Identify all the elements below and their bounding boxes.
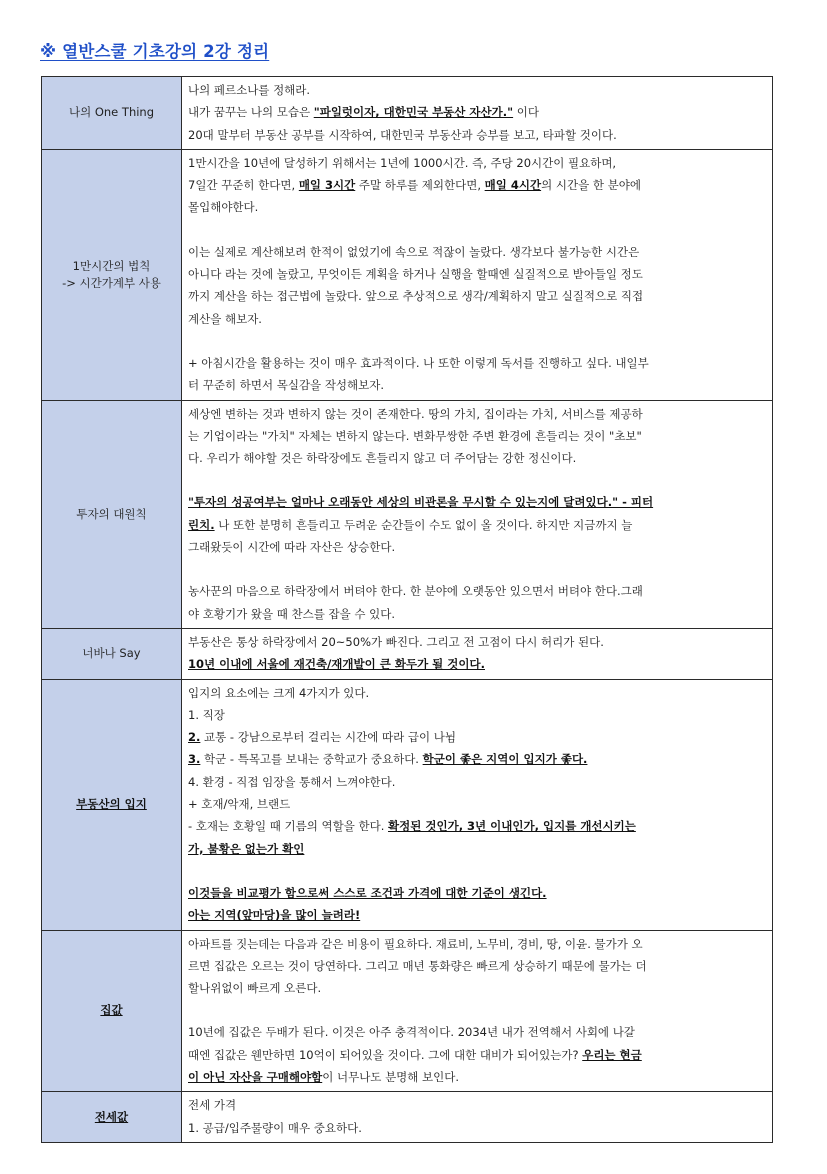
body-text: 전세 가격 — [188, 1098, 237, 1113]
body-text: 세상엔 변하는 것과 변하지 않는 것이 존재한다. 땅의 가치, 집이라는 가치, 서비스를 제공하 — [188, 406, 643, 421]
body-text: 1만시간을 10년에 달성하기 위해서는 1년에 1000시간. 즉, 주당 20시간이 필요하며, — [188, 155, 617, 170]
body-text: 학군 - 특목고를 보내는 중학교가 중요하다. — [200, 752, 423, 767]
body-text: 농사꾼의 마음으로 하락장에서 버텨야 한다. 한 분야에 오랫동안 있으면서 버텨야 한다.그래 — [188, 584, 643, 599]
body-text: 이는 실제로 계산해보려 한적이 없었기에 속으로 적잖이 놀랐다. 생각보다 불가능한 시간은 — [188, 244, 640, 259]
text-line — [188, 726, 767, 748]
row-label-cell — [42, 628, 182, 679]
table-row — [42, 400, 773, 628]
table-row — [42, 149, 773, 400]
emphasis-text: 이 아닌 자산을 구매해야함 — [188, 1069, 323, 1084]
blank-line — [188, 860, 767, 882]
row-label: 전세값 — [94, 1109, 129, 1124]
row-content-cell — [182, 1092, 773, 1143]
body-text: 입지의 요소에는 크게 4가지가 있다. — [188, 685, 370, 700]
text-line — [188, 955, 767, 977]
body-text: 그래왔듯이 시간에 따라 자산은 상승한다. — [188, 540, 396, 555]
emphasis-text: "투자의 성공여부는 얼마나 오래동안 세상의 비관론을 무시할 수 있는지에 달려있다." - 피터 — [188, 495, 654, 510]
body-text: 아니다 라는 것에 놀랐고, 무엇이든 계획을 하거나 실행을 할때엔 실질적으로 받아들일 정도 — [188, 267, 643, 282]
text-line — [188, 882, 767, 904]
text-line — [188, 425, 767, 447]
body-text: 할나위없이 빠르게 오른다. — [188, 981, 322, 996]
body-text: 20대 말부터 부동산 공부를 시작하여, 대한민국 부동산과 승부를 보고, 타파할 것이다. — [188, 127, 617, 142]
body-text: 다. 우리가 해야할 것은 하락장에도 흔들리지 않고 더 주어담는 강한 정신이다. — [188, 451, 577, 466]
text-line — [188, 152, 767, 174]
row-content-cell — [182, 77, 773, 150]
row-content-cell — [182, 400, 773, 628]
text-line — [188, 748, 767, 770]
blank-line — [188, 219, 767, 241]
body-text: 나 또한 분명히 흔들리고 두려운 순간들이 수도 없이 올 것이다. 하지만 지금까지 늘 — [214, 517, 633, 532]
body-text: 르면 집값은 오르는 것이 당연하다. 그리고 매년 통화량은 빠르게 상승하기 때문에 물가는 더 — [188, 958, 647, 973]
body-text: - 호재는 호황일 때 기름의 역할을 한다. — [188, 819, 389, 834]
row-content-cell — [182, 628, 773, 679]
text-line — [188, 1094, 767, 1116]
emphasis-text: 2. — [188, 730, 201, 745]
table-row — [42, 77, 773, 150]
body-text: 아파트를 짓는데는 다음과 같은 비용이 필요하다. 재료비, 노무비, 경비, 땅, 이윤. 물가가 오 — [188, 936, 643, 951]
row-label: 집값 — [100, 1003, 123, 1018]
body-text: 1. 공급/입주물량이 매우 중요하다. — [188, 1120, 362, 1135]
row-label-cell — [42, 679, 182, 930]
body-text: 내가 꿈꾸는 나의 모습은 — [188, 105, 314, 120]
body-text: 7일간 꾸준히 한다면, — [188, 178, 299, 193]
text-line — [188, 653, 767, 675]
text-line — [188, 514, 767, 536]
body-text: 이 너무나도 분명해 보인다. — [322, 1069, 460, 1084]
text-line — [188, 631, 767, 653]
row-label-cell — [42, 930, 182, 1092]
body-text: 까지 계산을 하는 접근법에 놀랐다. 앞으로 추상적으로 생각/계획하지 말고 실질적으로 직접 — [188, 289, 644, 304]
text-line — [188, 491, 767, 513]
emphasis-text: 매일 3시간 — [298, 178, 356, 193]
row-label: 부동산의 입지 — [76, 797, 147, 812]
text-line — [188, 904, 767, 926]
text-line — [188, 682, 767, 704]
body-text: 1. 직장 — [188, 707, 225, 722]
blank-line — [188, 330, 767, 352]
text-line — [188, 793, 767, 815]
body-text: 터 꾸준히 하면서 목실감을 작성해보자. — [188, 378, 385, 393]
text-line — [188, 1066, 767, 1088]
text-line — [188, 374, 767, 396]
body-text: 10년에 집값은 두배가 된다. 이것은 아주 충격적이다. 2034년 내가 전역해서 사회에 나갈 — [188, 1025, 635, 1040]
emphasis-text: 매일 4시간 — [484, 178, 542, 193]
text-line — [188, 603, 767, 625]
body-text: 주말 하루를 제외한다면, — [355, 178, 485, 193]
text-line — [188, 933, 767, 955]
emphasis-text: 가, 불황은 없는가 확인 — [188, 841, 305, 856]
text-line — [188, 263, 767, 285]
body-text: 부동산은 통상 하락장에서 20~50%가 빠진다. 그리고 전 고점이 다시 허리가 된다. — [188, 634, 604, 649]
table-row — [42, 930, 773, 1092]
row-label: 1만시간의 법칙 — [72, 258, 151, 273]
row-label-cell — [42, 149, 182, 400]
page-title: ※ 열반스쿨 기초강의 2강 정리 — [40, 42, 270, 61]
table-row — [42, 679, 773, 930]
summary-table — [41, 76, 773, 1143]
body-text: 4. 환경 - 직접 임장을 통해서 느껴야한다. — [188, 774, 396, 789]
body-text: 이다 — [513, 105, 539, 120]
text-line — [188, 308, 767, 330]
body-text: 야 호황기가 왔을 때 찬스를 잡을 수 있다. — [188, 606, 395, 621]
text-line — [188, 285, 767, 307]
text-line — [188, 771, 767, 793]
body-text: 교통 - 강남으로부터 걸리는 시간에 따라 급이 나뉨 — [200, 730, 456, 745]
blank-line — [188, 558, 767, 580]
text-line — [188, 977, 767, 999]
body-text: + 아침시간을 활용하는 것이 매우 효과적이다. 나 또한 이렇게 독서를 진행하고 싶다. 내일부 — [188, 355, 649, 370]
emphasis-text: "파일럿이자, 대한민국 부동산 자산가." — [313, 105, 514, 120]
emphasis-text: 이것들을 비교평가 함으로써 스스로 조건과 가격에 대한 기준이 생긴다. — [188, 885, 547, 900]
body-text: 몰입해야한다. — [188, 200, 259, 215]
blank-line — [188, 469, 767, 491]
text-line — [188, 1021, 767, 1043]
text-line — [188, 174, 767, 196]
text-line — [188, 704, 767, 726]
emphasis-text: 린치. — [188, 517, 215, 532]
body-text: 의 시간을 한 분야에 — [541, 178, 641, 193]
row-content-cell — [182, 149, 773, 400]
row-content-cell — [182, 679, 773, 930]
row-label: 나의 One Thing — [68, 105, 155, 120]
table-row — [42, 628, 773, 679]
text-line — [188, 1117, 767, 1139]
row-content-cell — [182, 930, 773, 1092]
text-line — [188, 124, 767, 146]
text-line — [188, 403, 767, 425]
emphasis-text: 우리는 현금 — [582, 1047, 642, 1062]
body-text: 때엔 집값은 웬만하면 10억이 되어있을 것이다. 그에 대한 대비가 되어있는가? — [188, 1047, 583, 1062]
body-text: 계산을 해보자. — [188, 311, 262, 326]
text-line — [188, 352, 767, 374]
body-text: + 호재/악재, 브랜드 — [188, 797, 291, 812]
emphasis-text: 확정된 것인가, 3년 이내인가, 입지를 개선시키는 — [388, 819, 636, 834]
text-line — [188, 815, 767, 837]
text-line — [188, 447, 767, 469]
text-line — [188, 79, 767, 101]
text-line — [188, 580, 767, 602]
body-text: 는 기업이라는 "가치" 자체는 변하지 않는다. 변화무쌍한 주변 환경에 흔들리는 것이 "초보" — [188, 428, 642, 443]
table-row — [42, 1092, 773, 1143]
text-line — [188, 838, 767, 860]
body-text: 나의 페르소나를 정해라. — [188, 83, 311, 97]
text-line — [188, 1044, 767, 1066]
row-label-cell — [42, 1092, 182, 1143]
row-label: 너바나 Say — [82, 646, 141, 661]
text-line — [188, 536, 767, 558]
emphasis-text: 아는 지역(앞마당)을 많이 늘려라! — [188, 908, 361, 923]
emphasis-text: 3. — [188, 752, 201, 767]
text-line — [188, 101, 767, 123]
row-label-cell — [42, 400, 182, 628]
row-label-cell — [42, 77, 182, 150]
row-label: 투자의 대원칙 — [76, 506, 147, 521]
emphasis-text: 10년 이내에 서울에 재건축/재개발이 큰 화두가 될 것이다. — [188, 657, 485, 672]
text-line — [188, 241, 767, 263]
emphasis-text: 학군이 좋은 지역이 입지가 좋다. — [422, 752, 588, 767]
text-line — [188, 196, 767, 218]
row-label: -> 시간가계부 사용 — [62, 275, 161, 290]
blank-line — [188, 999, 767, 1021]
